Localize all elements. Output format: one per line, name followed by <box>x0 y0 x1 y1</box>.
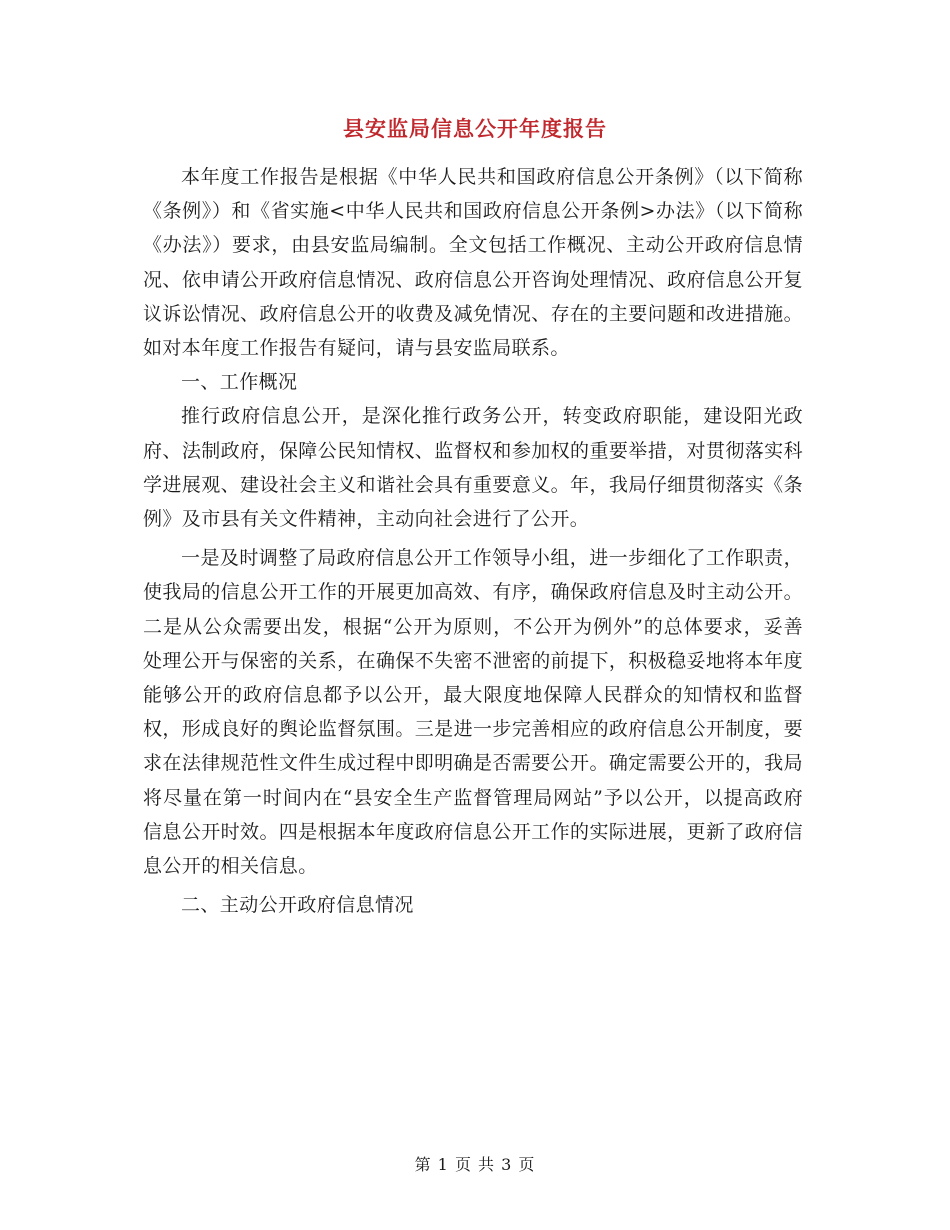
section-heading-proactive-disclosure: 二、主动公开政府信息情况 <box>181 894 414 917</box>
measures-paragraph: 一是及时调整了局政府信息公开工作领导小组，进一步细化了工作职责，使我局的信息公开工作的开展更加高效、有序，确保政府信息及时主动公开。二是从公众需要出发，根据“公开为原则，不公开为例外”的总体要求，妥善处理公开与保密的关系，在确保不失密不泄密的前提下，积极稳妥地将本年度能够公开的政府信息都予以公开，最大限度地保障人民群众的知情权和监督权，形成良好的舆论监督氛围。三是进一步完善相应的政府信息公开制度，要求在法律规范性文件生成过程中即明确是否需要公开。确定需要公开的，我局将尽量在第一时间内在“县安全生产监督管理局网站”予以公开，以提高政府信息公开时效。四是根据本年度政府信息公开工作的实际进展，更新了政府信息公开的相关信息。 <box>143 547 803 878</box>
work-overview-paragraph: 推行政府信息公开，是深化推行政务公开，转变政府职能，建设阳光政府、法制政府，保障公民知情权、监督权和参加权的重要举措，对贯彻落实科学进展观、建设社会主义和谐社会具有重要意义。年，我局仔细贯彻落实《条例》及市县有关文件精神，主动向社会进行了公开。 <box>143 405 803 531</box>
section-heading-work-overview: 一、工作概况 <box>181 371 298 394</box>
intro-paragraph: 本年度工作报告是根据《中华人民共和国政府信息公开条例》（以下简称《条例》）和《省实施<中华人民共和国政府信息公开条例>办法》（以下简称《办法》）要求，由县安监局编制。全文包括工作概况、主动公开政府信息情况、依申请公开政府信息情况、政府信息公开咨询处理情况、政府信息公开复议诉讼情况、政府信息公开的收费及减免情况、存在的主要问题和改进措施。如对本年度工作报告有疑问，请与县安监局联系。 <box>143 166 803 360</box>
document-body <box>143 160 803 922</box>
page-number-footer: 第 1 页 共 3 页 <box>414 1155 536 1174</box>
document-title: 县安监局信息公开年度报告 <box>343 117 607 141</box>
